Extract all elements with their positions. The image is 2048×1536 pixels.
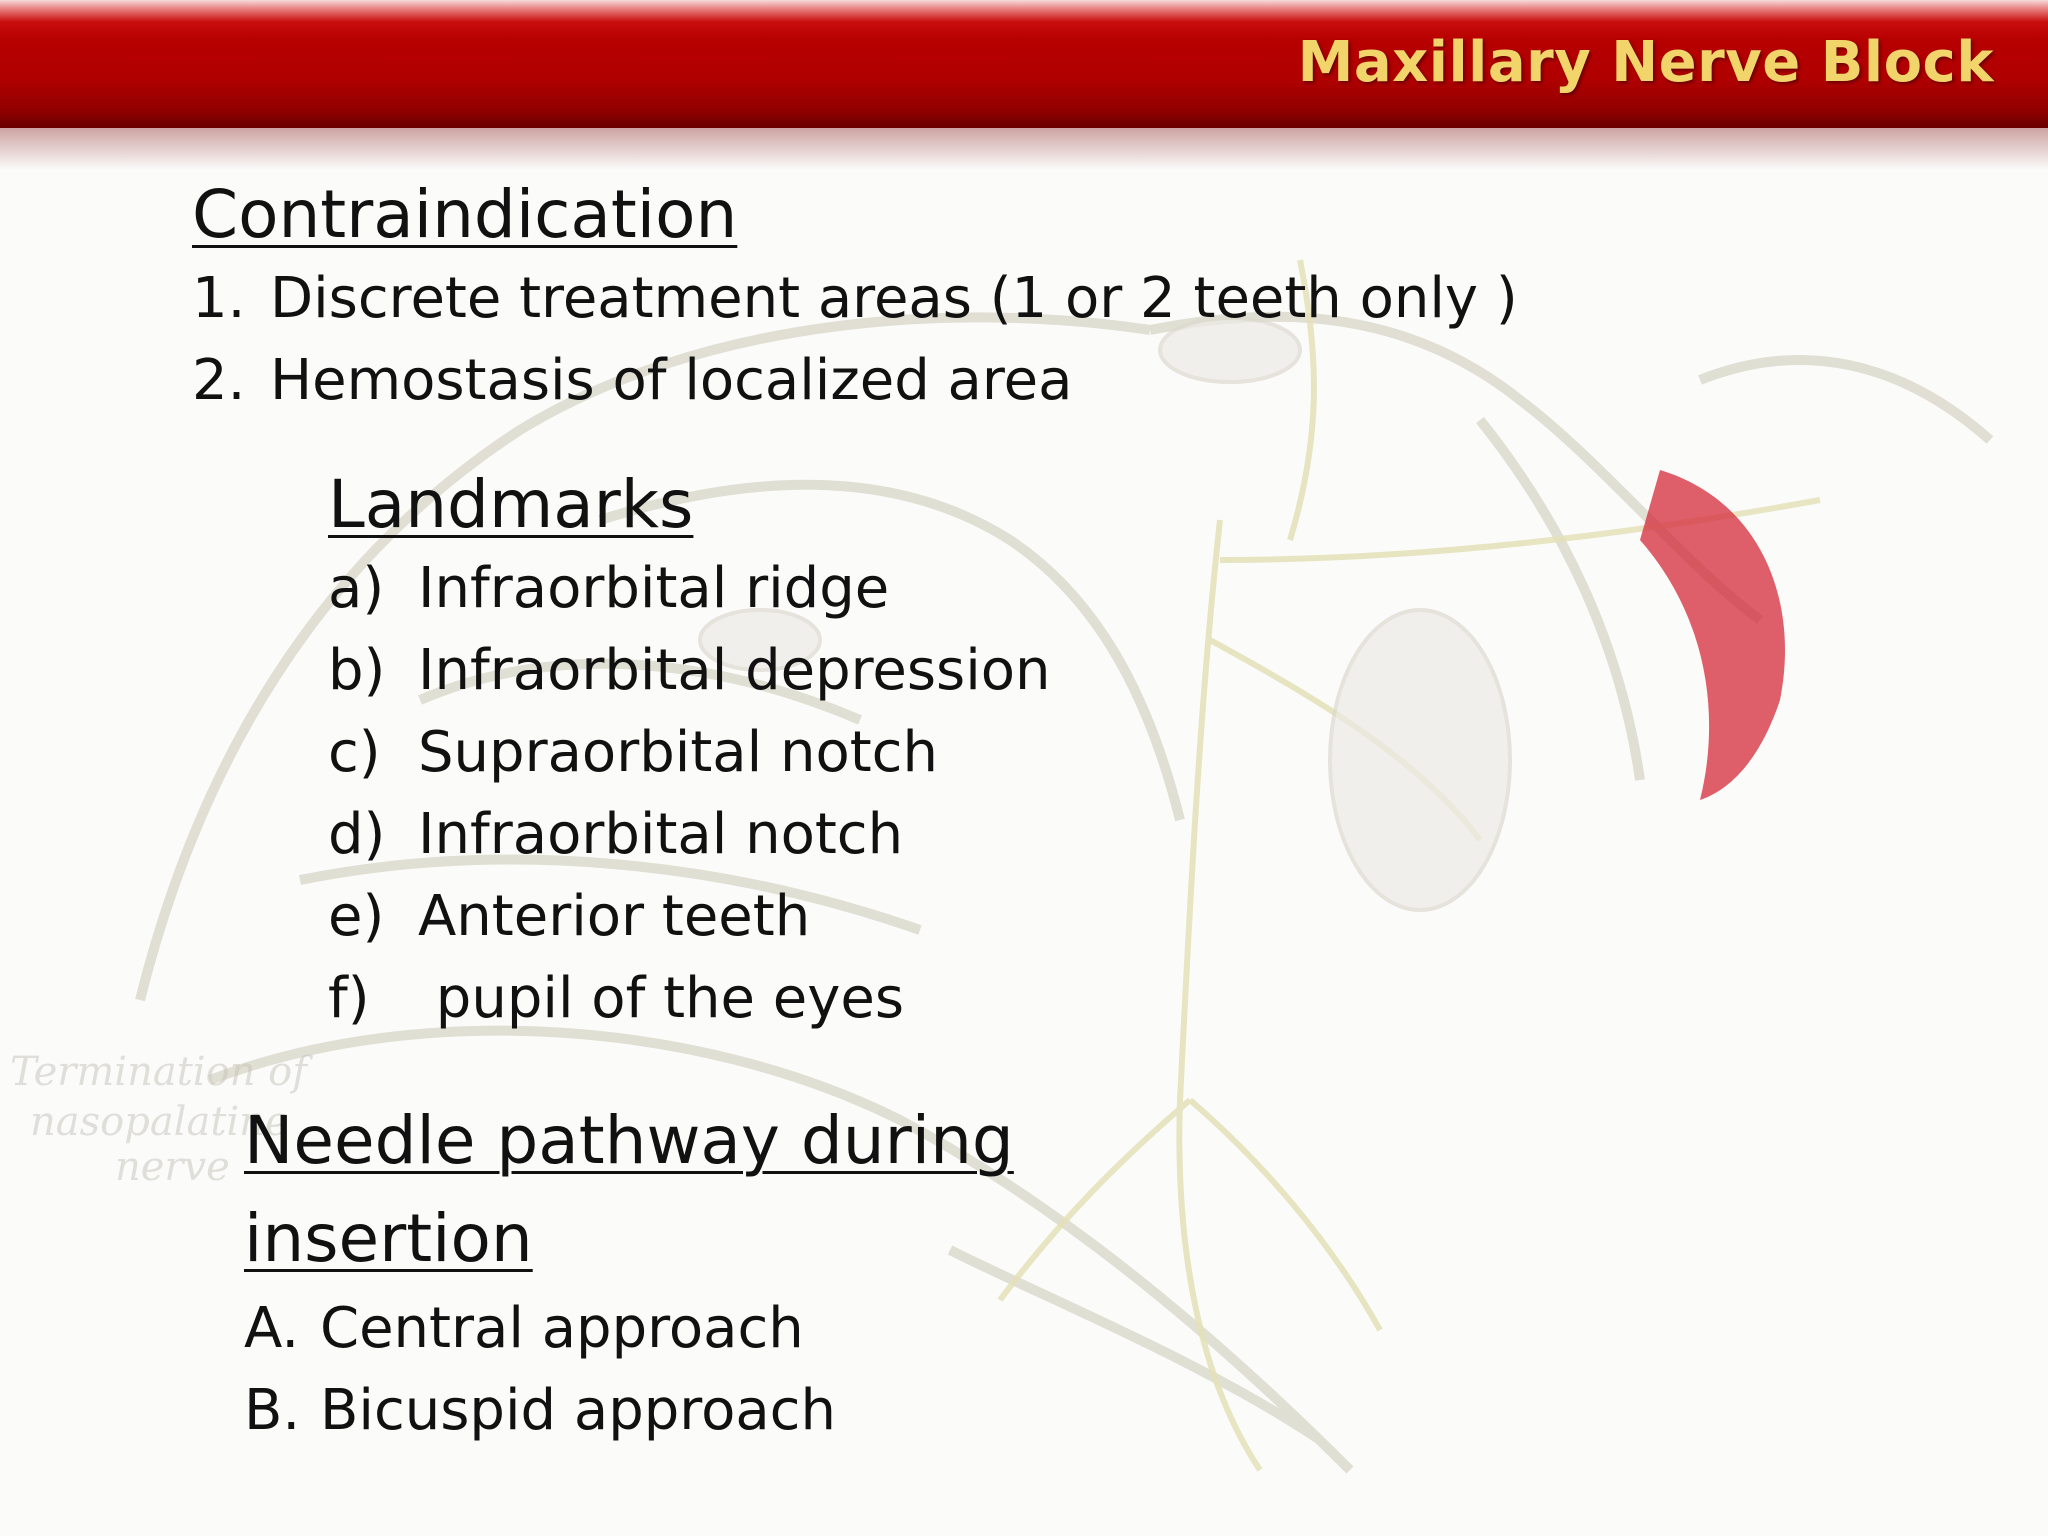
list-marker: d)	[328, 801, 386, 867]
svg-text:nasopalatine: nasopalatine	[30, 1099, 289, 1145]
needle-pathway-heading: Needle pathway during insertion	[244, 1102, 1014, 1277]
contraindication-list	[192, 258, 1518, 422]
list-item	[328, 794, 1051, 876]
list-item-text: pupil of the eyes	[418, 965, 905, 1031]
landmarks-list	[328, 548, 1051, 1040]
list-marker: 2.	[192, 347, 246, 413]
list-item	[192, 340, 1518, 422]
list-item-text: Infraorbital ridge	[418, 555, 890, 621]
svg-text:nerve: nerve	[115, 1144, 230, 1190]
list-marker: c)	[328, 719, 381, 785]
list-item-text: Supraorbital notch	[418, 719, 938, 785]
list-item-text: Bicuspid approach	[320, 1378, 836, 1443]
list-item	[328, 630, 1051, 712]
list-item	[328, 876, 1051, 958]
list-item-text: Hemostasis of localized area	[270, 347, 1073, 413]
list-marker: e)	[328, 883, 385, 949]
needle-pathway-section	[244, 1092, 1144, 1452]
needle-pathway-list	[244, 1288, 1144, 1452]
list-marker: b)	[328, 637, 386, 703]
list-marker: A.	[244, 1296, 300, 1361]
contraindication-section	[192, 172, 1518, 422]
list-item	[328, 548, 1051, 630]
list-item	[328, 712, 1051, 794]
list-item-text: Infraorbital notch	[418, 801, 904, 867]
list-item-text: Anterior teeth	[418, 883, 811, 949]
landmarks-section	[328, 462, 1051, 1040]
header-shadow	[0, 128, 2048, 170]
list-item-text: Discrete treatment areas (1 or 2 teeth only )	[270, 265, 1518, 331]
svg-text:Termination of: Termination of	[10, 1049, 308, 1095]
list-marker: 1.	[192, 265, 246, 331]
list-marker: B.	[244, 1378, 301, 1443]
list-item	[244, 1288, 1144, 1370]
list-item	[192, 258, 1518, 340]
list-item-text: Central approach	[320, 1296, 804, 1361]
list-marker: a)	[328, 555, 385, 621]
list-item-text: Infraorbital depression	[418, 637, 1051, 703]
landmarks-heading: Landmarks	[328, 466, 694, 543]
list-item	[328, 958, 1051, 1040]
list-marker: f)	[328, 965, 370, 1031]
list-item	[244, 1370, 1144, 1452]
contraindication-heading: Contraindication	[192, 176, 738, 253]
slide-title: Maxillary Nerve Block	[1297, 30, 1994, 95]
